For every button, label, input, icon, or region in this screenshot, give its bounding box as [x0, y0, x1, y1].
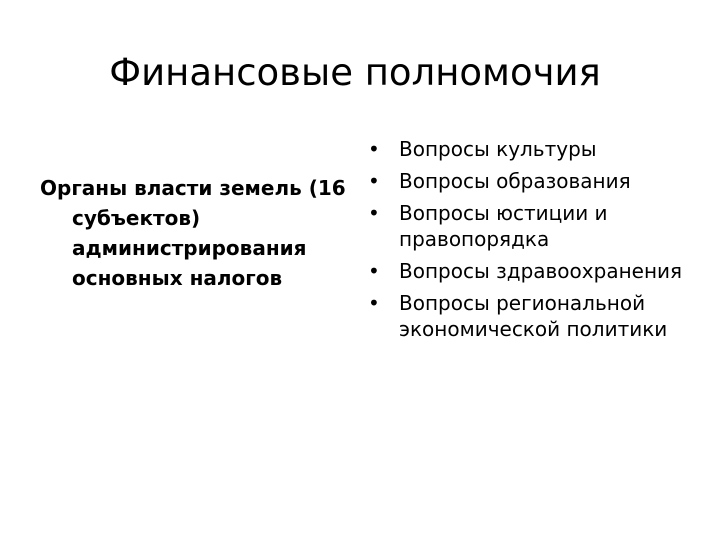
bullet-item-regional-economic-policy: [368, 290, 698, 342]
slide-title: Финансовые полномочия: [109, 51, 601, 94]
bullet-text: Вопросы региональной экономической политики: [399, 291, 668, 341]
left-column-text: Органы власти земель (16 субъектов) администрирования основных налогов: [40, 176, 346, 290]
bullet-marker: •: [368, 259, 380, 283]
bullet-text: Вопросы образования: [399, 169, 631, 193]
bullet-marker: •: [368, 169, 380, 193]
bullet-marker: •: [368, 201, 380, 225]
bullet-text: Вопросы культуры: [399, 137, 597, 161]
bullet-text: Вопросы здравоохранения: [399, 259, 683, 283]
bullet-item-healthcare: [368, 258, 698, 284]
bullet-marker: •: [368, 291, 380, 315]
bullet-item-justice: [368, 200, 698, 252]
bullet-list: [368, 136, 698, 348]
bullet-item-culture: [368, 136, 698, 162]
bullet-item-education: [368, 168, 698, 194]
bullet-marker: •: [368, 137, 380, 161]
bullet-text: Вопросы юстиции и правопорядка: [399, 201, 608, 251]
